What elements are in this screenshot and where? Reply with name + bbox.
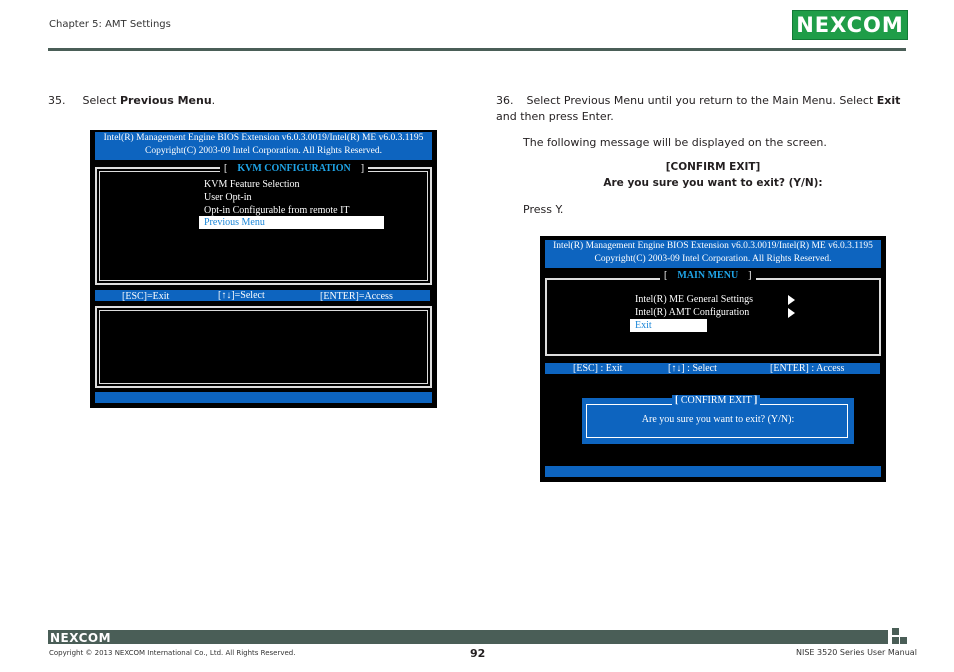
footer-rule xyxy=(48,630,888,644)
confirm-dialog-title xyxy=(672,395,760,407)
bios-title-line1: Intel(R) Management Engine BIOS Extension v6.0.3.0019/Intel(R) ME v6.0.3.1195 xyxy=(553,241,873,251)
step-number: 35. xyxy=(48,94,66,107)
bios-title-line1: Intel(R) Management Engine BIOS Extension v6.0.3.0019/Intel(R) ME v6.0.3.1195 xyxy=(103,133,424,143)
bracket-open: [ xyxy=(224,163,228,174)
bios-screen-main xyxy=(540,236,886,482)
step-text-1: Select Previous Menu until you return to the Main Menu. Select xyxy=(526,94,874,107)
footer-square-icon xyxy=(892,637,899,644)
key-enter: [ENTER] : Access xyxy=(770,363,845,374)
bios-title-bar xyxy=(95,132,432,160)
bios-title-bar xyxy=(545,240,881,268)
confirm-question: Are you sure you want to exit? (Y/N): xyxy=(603,177,823,189)
header-rule xyxy=(48,48,906,51)
key-select: [↑↓] : Select xyxy=(668,363,717,374)
page-number: 92 xyxy=(470,647,486,660)
bios-title-line2: Copyright(C) 2003-09 Intel Corporation. All Rights Reserved. xyxy=(145,146,382,156)
footer-square-icon xyxy=(892,628,899,635)
message-line: The following message will be displayed on the screen. xyxy=(523,136,827,149)
step-number: 36. xyxy=(496,94,514,107)
step-36 xyxy=(496,93,908,125)
footer-square-icon xyxy=(900,637,907,644)
bracket-close: ] xyxy=(360,163,365,174)
confirm-title: [CONFIRM EXIT] xyxy=(665,161,761,173)
bios-title-line2: Copyright(C) 2003-09 Intel Corporation. All Rights Reserved. xyxy=(594,254,832,264)
nexcom-logo xyxy=(792,10,908,40)
section-label-text: KVM CONFIGURATION xyxy=(237,163,351,174)
step-bold-exit: Exit xyxy=(876,94,901,107)
bracket-close: ] xyxy=(748,270,752,281)
bracket-close: ] xyxy=(754,395,758,406)
bios-bottom-bar xyxy=(545,466,881,477)
confirm-dialog xyxy=(582,395,854,444)
bios-bottom-bar xyxy=(95,392,432,403)
submenu-arrow-icon xyxy=(788,308,795,318)
key-esc: [ESC]=Exit xyxy=(122,291,170,302)
confirm-dialog-text: Are you sure you want to exit? (Y/N): xyxy=(641,414,795,425)
menu-item-user-optin[interactable]: User Opt-in xyxy=(204,192,252,203)
menu-item-previous-menu[interactable]: Previous Menu xyxy=(199,216,384,229)
bios-section-label xyxy=(660,270,756,282)
footer-copyright: Copyright © 2013 NEXCOM International Co., Ltd. All Rights Reserved. xyxy=(49,649,296,657)
bios-section-label xyxy=(220,163,368,175)
logo-text: NEXCOM xyxy=(796,13,904,37)
section-label-text: MAIN MENU xyxy=(677,270,739,281)
bios-screen-kvm xyxy=(90,130,437,408)
key-enter: [ENTER]=Access xyxy=(320,291,393,302)
key-esc: [ESC] : Exit xyxy=(573,363,623,374)
submenu-arrow-icon xyxy=(788,295,795,305)
footer-logo: NEXCOM xyxy=(50,631,112,645)
bracket-open: [ xyxy=(675,395,679,406)
bracket-open: [ xyxy=(664,270,668,281)
menu-item-kvm-feature[interactable]: KVM Feature Selection xyxy=(204,179,300,190)
dialog-title-text: CONFIRM EXIT xyxy=(680,395,752,406)
manual-title: NISE 3520 Series User Manual xyxy=(796,648,917,657)
menu-item-exit[interactable]: Exit xyxy=(630,319,707,332)
step-suffix: . xyxy=(211,94,216,107)
step-text: Select xyxy=(82,94,117,107)
key-select: [↑↓]=Select xyxy=(218,290,265,301)
step-bold: Previous Menu xyxy=(119,94,212,107)
chapter-title: Chapter 5: AMT Settings xyxy=(49,19,171,30)
menu-item-me-general[interactable]: Intel(R) ME General Settings xyxy=(635,294,754,305)
menu-item-amt-config[interactable]: Intel(R) AMT Configuration xyxy=(635,307,750,318)
step-35 xyxy=(48,93,215,109)
bios-lower-frame-inner xyxy=(99,310,428,384)
menu-item-optin-configurable[interactable]: Opt-in Configurable from remote IT xyxy=(204,205,350,216)
step-text-2: and then press Enter. xyxy=(496,110,614,123)
press-y: Press Y. xyxy=(523,203,564,216)
